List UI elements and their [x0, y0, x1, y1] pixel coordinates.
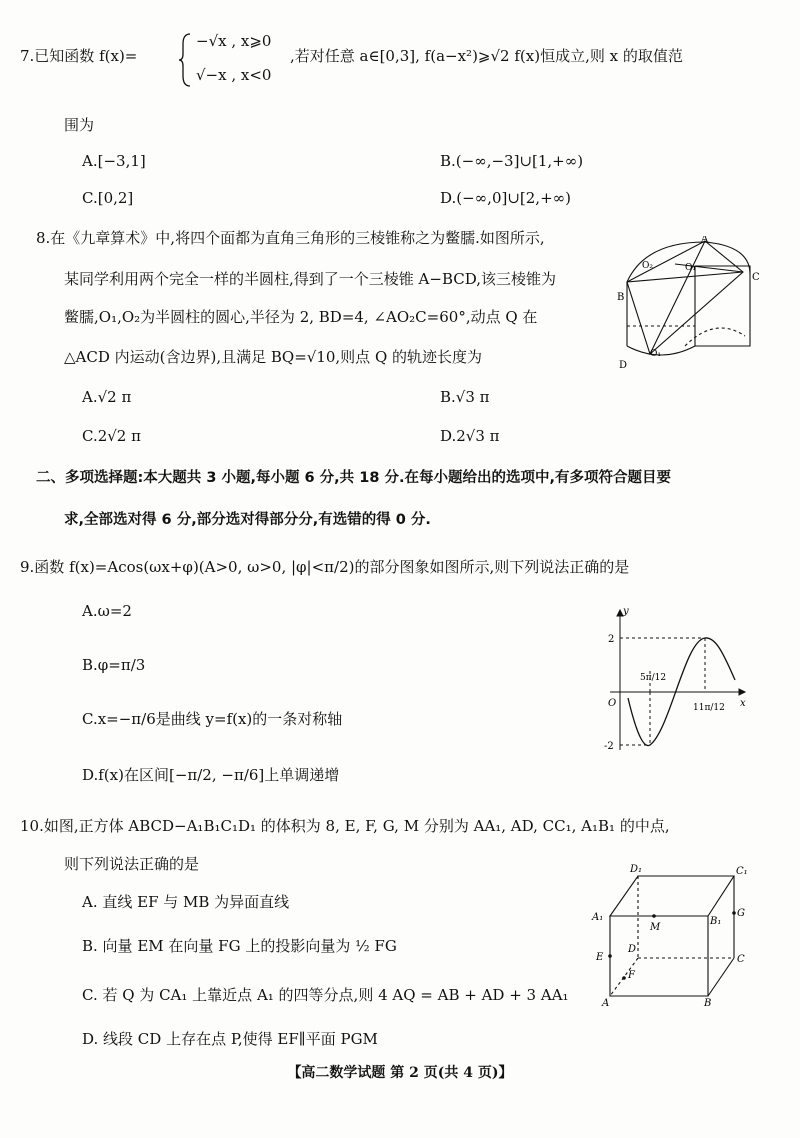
fig8-label-0: A	[701, 236, 709, 245]
cube-label-b1: B₁	[710, 916, 722, 927]
q7-case2: √−x , x<0	[196, 66, 272, 84]
fig8-label-1: O₂	[642, 261, 653, 271]
q8-option-b[interactable]: B.√3 π	[440, 388, 490, 406]
q9-graph-ymin: -2	[604, 741, 614, 752]
q8-line2: 某同学利用两个完全一样的半圆柱,得到了一个三棱锥 A−BCD,该三棱锥为	[64, 270, 556, 288]
q8-option-c[interactable]: C.2√2 π	[82, 427, 141, 445]
brace-icon	[178, 32, 192, 88]
cube-label-c1: C₁	[736, 866, 748, 877]
q7-line2: 围为	[64, 116, 95, 134]
q9-option-a[interactable]: A.ω=2	[82, 602, 132, 620]
q9-graph-origin: O	[608, 698, 617, 709]
cube-label-a1: A₁	[592, 912, 604, 923]
q7-case1: −√x , x⩾0	[196, 32, 272, 50]
q9-graph-ymax: 2	[608, 634, 615, 645]
cube-label-g: G	[737, 908, 745, 919]
fig8-label-3: C	[752, 272, 760, 283]
cube-label-a: A	[602, 998, 610, 1008]
q9-option-b[interactable]: B.φ=π/3	[82, 656, 146, 674]
q8-line4: △ACD 内运动(含边界),且满足 BQ=√10,则点 Q 的轨迹长度为	[64, 348, 483, 366]
cube-label-b: B	[704, 998, 712, 1008]
fig8-label-6: D	[619, 360, 628, 371]
q10-line1: 10.如图,正方体 ABCD−A₁B₁C₁D₁ 的体积为 8, E, F, G, M 分别为 AA₁, AD, CC₁, A₁B₁ 的中点,	[20, 817, 670, 835]
q9-graph-xtick2: 11π/12	[693, 703, 725, 713]
q9-option-c[interactable]: C.x=−π/6是曲线 y=f(x)的一条对称轴	[82, 710, 343, 728]
half-cylinder-figure	[605, 236, 765, 371]
cube-label-f: F	[628, 970, 635, 981]
q7-piecewise	[178, 32, 272, 92]
section2-line1: 二、多项选择题:本大题共 3 小题,每小题 6 分,共 18 分.在每小题给出的选项中,有多项符合题目要	[36, 470, 671, 486]
q9-graph-xtick1: 5π/12	[640, 673, 667, 683]
q9-graph-xlabel: x	[740, 698, 746, 709]
cube-figure	[588, 858, 758, 1008]
q9-option-d[interactable]: D.f(x)在区间[−π/2, −π/6]上单调递增	[82, 766, 340, 784]
fig8-label-4: B	[617, 292, 625, 303]
q9-stem: 9.函数 f(x)=Acos(ωx+φ)(A>0, ω>0, |φ|<π/2)的部分图象如图所示,则下列说法正确的是	[20, 558, 630, 576]
cosine-graph	[590, 600, 760, 760]
q10-option-a[interactable]: A. 直线 EF 与 MB 为异面直线	[82, 893, 290, 911]
section2-line2: 求,全部选对得 6 分,部分选对得部分分,有选错的得 0 分.	[64, 512, 431, 528]
cube-label-m: M	[650, 922, 661, 933]
q8-option-a[interactable]: A.√2 π	[82, 388, 132, 406]
q9-graph-ylabel: y	[623, 606, 629, 617]
cube-label-c: C	[737, 954, 745, 965]
cube-label-d: D	[628, 944, 637, 955]
q8-line3: 鳖臑,O₁,O₂为半圆柱的圆心,半径为 2, BD=4, ∠AO₂C=60°,动点 Q 在	[64, 308, 538, 326]
q10-option-b[interactable]: B. 向量 EM 在向量 FG 上的投影向量为 ½ FG	[82, 937, 397, 955]
fig8-label-2: O₁	[685, 263, 696, 273]
q10-option-d[interactable]: D. 线段 CD 上存在点 P,使得 EF∥平面 PGM	[82, 1030, 378, 1048]
q8-line1: 8.在《九章算术》中,将四个面都为直角三角形的三棱锥称之为鳖臑.如图所示,	[36, 229, 545, 247]
q7-option-b[interactable]: B.(−∞,−3]∪[1,+∞)	[440, 152, 584, 170]
q7-suffix: ,若对任意 a∈[0,3], f(a−x²)⩾√2 f(x)恒成立,则 x 的取值范	[290, 47, 683, 65]
q7-option-c[interactable]: C.[0,2]	[82, 189, 134, 207]
q7-option-a[interactable]: A.[−3,1]	[82, 152, 146, 170]
q10-option-c[interactable]: C. 若 Q 为 CA₁ 上靠近点 A₁ 的四等分点,则 4 AQ = AB + AD + 3 AA₁	[82, 986, 569, 1004]
cube-label-d1: D₁	[630, 864, 643, 875]
q7-option-d[interactable]: D.(−∞,0]∪[2,+∞)	[440, 189, 571, 207]
q10-line2: 则下列说法正确的是	[64, 855, 200, 873]
q7-prefix: 7.已知函数 f(x)=	[20, 47, 138, 65]
cube-label-e: E	[596, 952, 604, 963]
page-footer: 【高二数学试题 第 2 页(共 4 页)】	[287, 1065, 513, 1081]
fig8-label-5: O₁	[650, 349, 661, 359]
q8-option-d[interactable]: D.2√3 π	[440, 427, 500, 445]
